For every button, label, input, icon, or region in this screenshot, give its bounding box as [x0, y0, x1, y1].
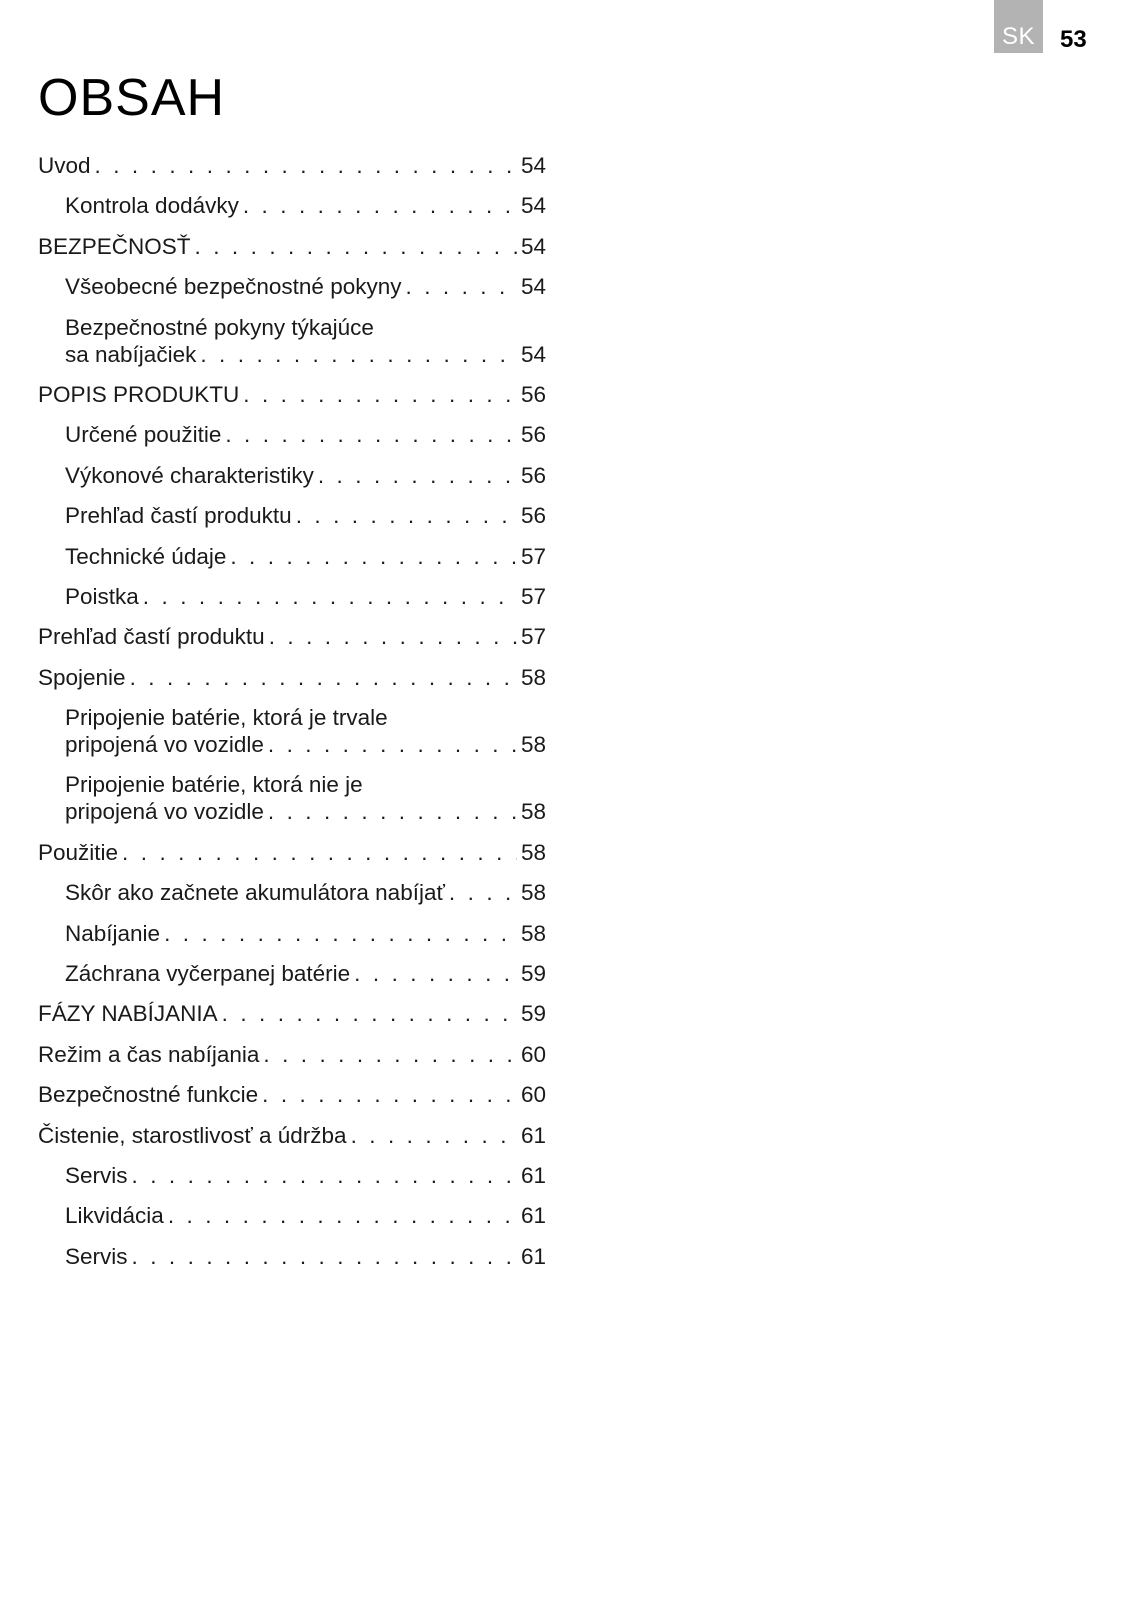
- page-number: 53: [1060, 26, 1087, 53]
- toc-entry-page: 54: [520, 153, 546, 178]
- dot-leader: [354, 960, 517, 987]
- toc-entry-page: 60: [520, 1041, 546, 1067]
- toc-entry[interactable]: [38, 1162, 546, 1189]
- toc-entry-page: 58: [520, 920, 546, 946]
- toc-entry-page: 57: [520, 543, 546, 569]
- toc-entry-line: [65, 421, 546, 448]
- toc-entry-label: Servis: [65, 1162, 128, 1188]
- dot-leader: [318, 462, 517, 489]
- dot-leader: [132, 1162, 517, 1189]
- toc-entry[interactable]: [38, 502, 546, 529]
- toc-entry-page: 58: [520, 799, 546, 825]
- toc-entry-label: Kontrola dodávky: [65, 193, 239, 219]
- toc-entry-page: 57: [520, 624, 546, 650]
- dot-leader: [164, 920, 517, 947]
- toc-entry-line: [65, 583, 546, 610]
- toc-entry-label: Určené použitie: [65, 422, 222, 448]
- toc-entry-line: [65, 502, 546, 529]
- toc-entry-line: [38, 381, 546, 408]
- dot-leader: [449, 879, 517, 906]
- toc-entry-line: [38, 1041, 546, 1068]
- dot-leader: [268, 731, 517, 758]
- toc-entry-label: Prehľad častí produktu: [38, 624, 265, 650]
- toc-entry[interactable]: [38, 273, 546, 300]
- toc-entry-page: 56: [520, 503, 546, 529]
- toc-entry[interactable]: [38, 421, 546, 448]
- toc-entry-page: 57: [520, 583, 546, 609]
- toc-entry-label: FÁZY NABÍJANIA: [38, 1001, 218, 1027]
- toc-entry-page: 58: [520, 732, 546, 758]
- toc-entry-label: Nabíjanie: [65, 920, 161, 946]
- toc-entry-line: [38, 152, 546, 179]
- dot-leader: [263, 1041, 517, 1068]
- toc-entry[interactable]: [38, 920, 546, 947]
- toc-entry-label: Poistka: [65, 583, 139, 609]
- toc-entry-page: 56: [520, 381, 546, 407]
- toc-entry-label: BEZPEČNOSŤ: [38, 233, 191, 259]
- toc-entry-page: 58: [520, 880, 546, 906]
- toc-entry-line: [65, 192, 546, 219]
- toc-entry-label: Prehľad častí produktu: [65, 503, 292, 529]
- dot-leader: [262, 1081, 517, 1108]
- toc-entry-page: 56: [520, 422, 546, 448]
- dot-leader: [243, 192, 517, 219]
- toc-entry[interactable]: [38, 1041, 546, 1068]
- toc-entry-label: Uvod: [38, 153, 91, 178]
- dot-leader: [222, 1000, 517, 1027]
- toc-entry[interactable]: [38, 1243, 546, 1270]
- toc-entry-label: Likvidácia: [65, 1203, 164, 1229]
- toc-entry-label: Výkonové charakteristiky: [65, 462, 314, 488]
- toc-entry-line: [65, 341, 546, 368]
- toc-entry-label: Režim a čas nabíjania: [38, 1041, 260, 1067]
- language-code: SK: [1001, 23, 1035, 50]
- toc-entry-page: 54: [520, 233, 546, 259]
- dot-leader: [351, 1122, 517, 1149]
- toc-entry[interactable]: [38, 839, 546, 866]
- toc-entry[interactable]: [38, 152, 546, 179]
- toc-entry-line: [38, 839, 546, 866]
- toc-entry[interactable]: [38, 1081, 546, 1108]
- toc-entry-label: pripojená vo vozidle: [65, 732, 264, 758]
- toc-entry[interactable]: [38, 314, 546, 368]
- dot-leader: [230, 543, 517, 570]
- page-title: OBSAH: [38, 69, 226, 127]
- table-of-contents: [38, 152, 546, 1283]
- toc-entry-line: [65, 273, 546, 300]
- dot-leader: [243, 381, 517, 408]
- toc-entry[interactable]: [38, 192, 546, 219]
- toc-entry-page: 54: [520, 193, 546, 219]
- toc-entry-line: [65, 1243, 546, 1270]
- toc-entry-page: 54: [520, 341, 546, 367]
- dot-leader: [122, 839, 517, 866]
- dot-leader: [132, 1243, 517, 1270]
- toc-entry-page: 61: [520, 1162, 546, 1188]
- toc-entry[interactable]: [38, 1202, 546, 1229]
- toc-entry-line: [65, 960, 546, 987]
- toc-entry-line: [65, 543, 546, 570]
- toc-entry-label: Technické údaje: [65, 543, 227, 569]
- dot-leader: [130, 664, 517, 691]
- toc-entry[interactable]: [38, 381, 546, 408]
- dot-leader: [95, 152, 517, 179]
- toc-entry[interactable]: [38, 583, 546, 610]
- dot-leader: [268, 798, 517, 825]
- toc-entry-page: 59: [520, 1001, 546, 1027]
- toc-entry-label-line1: Pripojenie batérie, ktorá je trvale: [65, 705, 388, 731]
- dot-leader: [195, 233, 517, 260]
- toc-entry[interactable]: [38, 879, 546, 906]
- toc-entry-line: [38, 664, 546, 691]
- toc-entry[interactable]: [38, 664, 546, 691]
- toc-entry-line: [38, 1122, 546, 1149]
- toc-entry-label-line1: Bezpečnostné pokyny týkajúce: [65, 314, 374, 340]
- toc-entry[interactable]: [38, 704, 546, 758]
- toc-entry-label: pripojená vo vozidle: [65, 799, 264, 825]
- toc-entry-label: Servis: [65, 1243, 128, 1269]
- toc-entry-page: 56: [520, 462, 546, 488]
- toc-entry-page: 54: [520, 274, 546, 300]
- toc-entry[interactable]: [38, 543, 546, 570]
- dot-leader: [143, 583, 517, 610]
- toc-entry-label: POPIS PRODUKTU: [38, 381, 240, 407]
- toc-entry-line: [65, 731, 546, 758]
- toc-entry-page: 61: [520, 1243, 546, 1269]
- dot-leader: [200, 341, 517, 368]
- dot-leader: [406, 273, 517, 300]
- toc-entry-line: [65, 879, 546, 906]
- toc-entry-label: sa nabíjačiek: [65, 341, 197, 367]
- toc-entry[interactable]: [38, 960, 546, 987]
- dot-leader: [269, 623, 517, 650]
- toc-entry-label: Čistenie, starostlivosť a údržba: [38, 1122, 347, 1148]
- toc-entry-page: 58: [520, 839, 546, 865]
- toc-entry[interactable]: [38, 1122, 546, 1149]
- toc-entry-line: [38, 623, 546, 650]
- toc-entry-label-line1: Pripojenie batérie, ktorá nie je: [65, 772, 363, 798]
- toc-entry-line: [38, 233, 546, 260]
- toc-entry-label: Všeobecné bezpečnostné pokyny: [65, 274, 402, 300]
- toc-entry[interactable]: [38, 771, 546, 825]
- toc-entry-label: Použitie: [38, 839, 119, 865]
- toc-entry-line: [38, 1000, 546, 1027]
- toc-entry-label: Skôr ako začnete akumulátora nabíjať: [65, 880, 445, 906]
- toc-entry[interactable]: [38, 462, 546, 489]
- toc-entry-line: [65, 1202, 546, 1229]
- toc-entry-line: [38, 1081, 546, 1108]
- toc-entry-label: Bezpečnostné funkcie: [38, 1082, 259, 1108]
- toc-entry[interactable]: [38, 623, 546, 650]
- toc-entry[interactable]: [38, 233, 546, 260]
- dot-leader: [168, 1202, 517, 1229]
- toc-entry-line: [65, 1162, 546, 1189]
- language-tab: [994, 0, 1043, 53]
- toc-entry-line: [65, 920, 546, 947]
- toc-entry-label: Záchrana vyčerpanej batérie: [65, 961, 351, 987]
- toc-entry-page: 59: [520, 961, 546, 987]
- toc-entry-page: 60: [520, 1082, 546, 1108]
- toc-entry-line: [65, 798, 546, 825]
- toc-entry-label: Spojenie: [38, 664, 126, 690]
- dot-leader: [296, 502, 517, 529]
- toc-entry-page: 58: [520, 664, 546, 690]
- toc-entry-page: 61: [520, 1122, 546, 1148]
- toc-entry-page: 61: [520, 1203, 546, 1229]
- toc-entry[interactable]: [38, 1000, 546, 1027]
- toc-entry-line: [65, 462, 546, 489]
- dot-leader: [225, 421, 517, 448]
